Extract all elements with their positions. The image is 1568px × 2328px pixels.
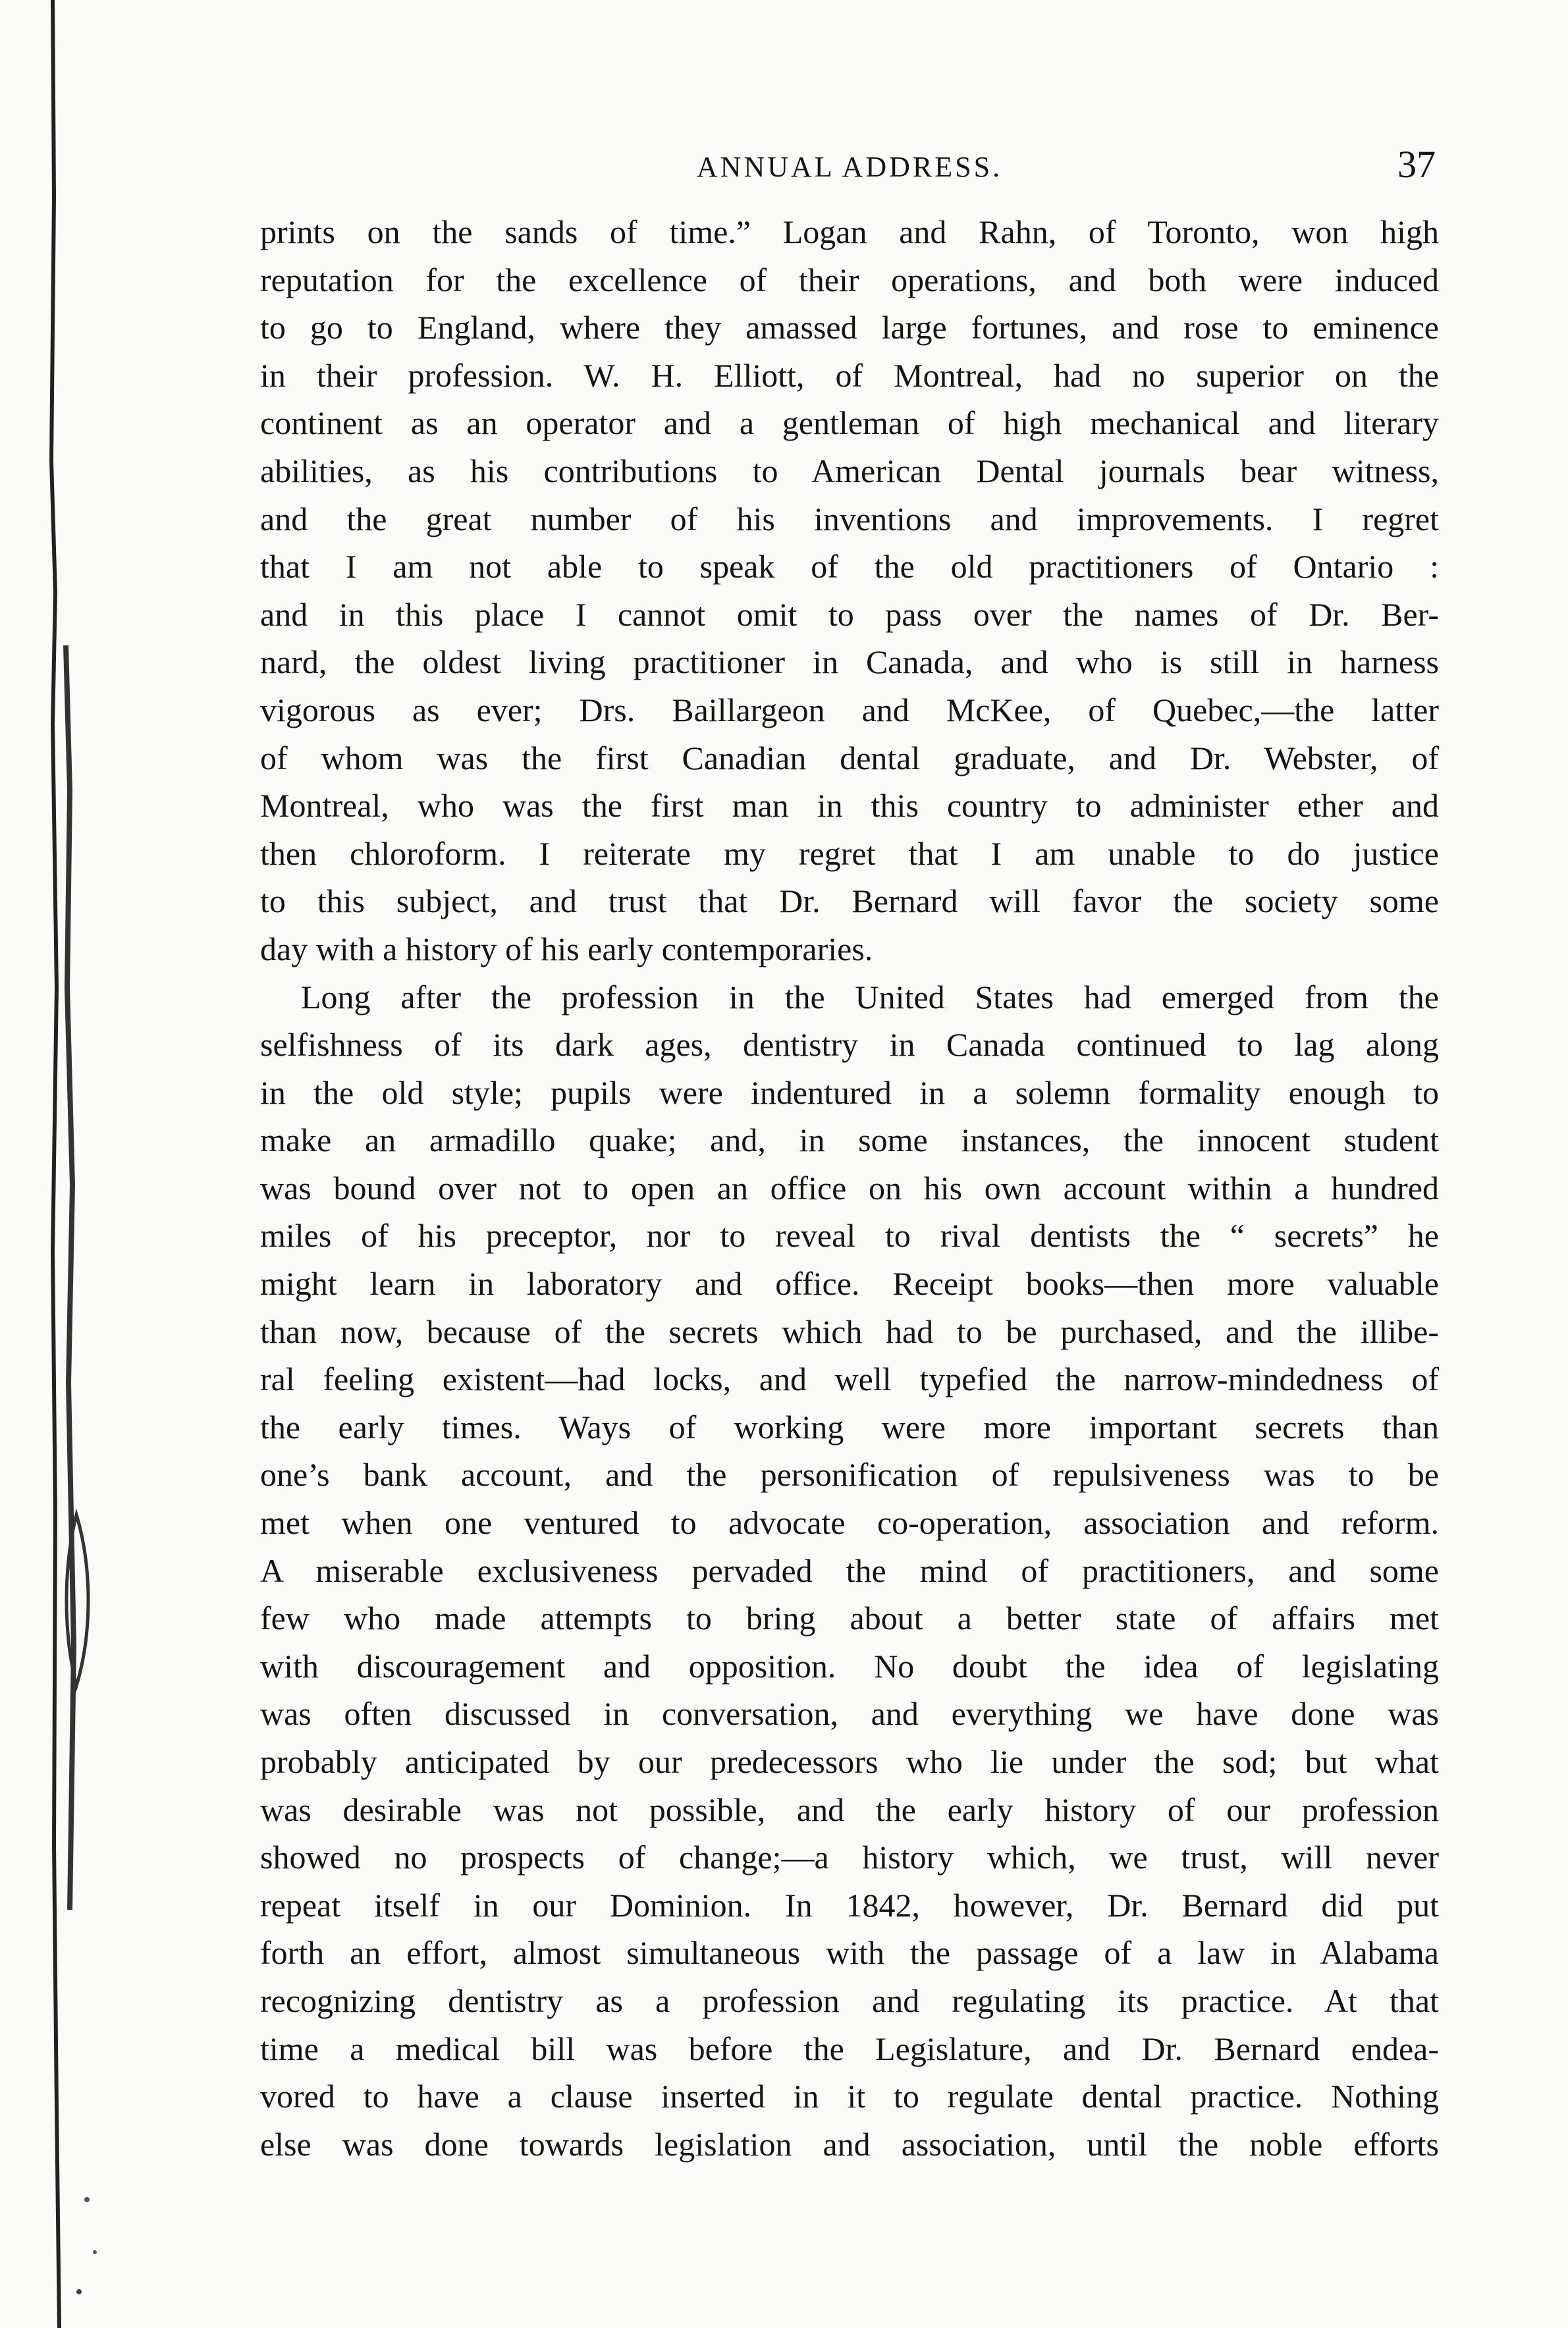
text-line: with discouragement and opposition. No doubt the idea of legislating <box>260 1647 1439 1685</box>
paragraph-start-line: Long after the profession in the United States had emerged from the <box>301 978 1439 1015</box>
text-line: Montreal, who was the first man in this country to administer ether and <box>260 787 1439 825</box>
text-line: prints on the sands of time.” Logan and Rahn, of Toronto, won high <box>260 213 1439 250</box>
text-line: repeat itself in our Dominion. In 1842, however, Dr. Bernard did put <box>260 1886 1439 1924</box>
text-line: to go to England, where they amassed large fortunes, and rose to eminence <box>260 309 1439 346</box>
text-line: selfishness of its dark ages, dentistry in Canada continued to lag along <box>260 1026 1439 1064</box>
text-line: vigorous as ever; Drs. Baillargeon and McKee, of Quebec,—the latter <box>260 691 1439 728</box>
text-line: in the old style; pupils were indentured in a solemn formality enough to <box>260 1073 1439 1111</box>
text-line: forth an effort, almost simultaneous with the passage of a law in Alabama <box>260 1934 1439 1972</box>
text-line: than now, because of the secrets which had to be purchased, and the illibe- <box>260 1313 1439 1350</box>
running-title: ANNUAL ADDRESS. <box>696 151 1003 183</box>
text-line: ral feeling existent—had locks, and well typefied the narrow-mindedness of <box>260 1361 1439 1398</box>
text-line: make an armadillo quake; and, in some instances, the innocent student <box>260 1122 1439 1159</box>
text-line: and the great number of his inventions and improvements. I regret <box>260 500 1439 537</box>
binding-edge-marks <box>26 0 105 2328</box>
text-line: one’s bank account, and the personification of repulsiveness was to be <box>260 1456 1439 1494</box>
body-text <box>260 208 1439 2168</box>
text-line: that I am not able to speak of the old practitioners of Ontario : <box>260 548 1439 585</box>
text-line: of whom was the first Canadian dental graduate, and Dr. Webster, of <box>260 739 1439 776</box>
text-line: to this subject, and trust that Dr. Bernard will favor the society some <box>260 882 1439 920</box>
text-line: vored to have a clause inserted in it to regulate dental practice. Nothing <box>260 2078 1439 2115</box>
text-line: else was done towards legislation and association, until the noble efforts <box>260 2125 1439 2163</box>
text-line: few who made attempts to bring about a better state of affairs met <box>260 1600 1439 1637</box>
text-line: was bound over not to open an office on his own account within a hundred <box>260 1169 1439 1206</box>
text-line: might learn in laboratory and office. Receipt books—then more valuable <box>260 1265 1439 1303</box>
text-line: reputation for the excellence of their operations, and both were induced <box>260 261 1439 298</box>
text-line: recognizing dentistry as a profession and regulating its practice. At that <box>260 1982 1439 2019</box>
text-line: showed no prospects of change;—a history which, we trust, will never <box>260 1839 1439 1876</box>
page-number: 37 <box>1397 143 1436 186</box>
text-line: time a medical bill was before the Legislature, and Dr. Bernard endea- <box>260 2030 1439 2067</box>
text-line: and in this place I cannot omit to pass over the names of Dr. Ber- <box>260 595 1439 633</box>
text-line: was often discussed in conversation, and everything we have done was <box>260 1695 1439 1733</box>
text-line: then chloroform. I reiterate my regret that I am unable to do justice <box>260 834 1439 872</box>
text-line: miles of his preceptor, nor to reveal to rival dentists the “ secrets” he <box>260 1217 1439 1255</box>
text-line: in their profession. W. H. Elliott, of Montreal, had no superior on the <box>260 356 1439 394</box>
text-line: met when one ventured to advocate co-operation, association and reform. <box>260 1504 1439 1542</box>
text-line: abilities, as his contributions to American Dental journals bear witness, <box>260 452 1439 489</box>
text-line: A miserable exclusiveness pervaded the mind of practitioners, and some <box>260 1552 1439 1589</box>
paragraph-end-line: day with a history of his early contemporaries. <box>260 930 873 967</box>
text-line: the early times. Ways of working were more important secrets than <box>260 1408 1439 1446</box>
text-line: probably anticipated by our predecessors who lie under the sod; but what <box>260 1743 1439 1780</box>
page-header <box>263 138 1436 198</box>
text-line: continent as an operator and a gentleman of high mechanical and literary <box>260 404 1439 442</box>
text-line: was desirable was not possible, and the early history of our profession <box>260 1791 1439 1828</box>
text-line: nard, the oldest living practitioner in Canada, and who is still in harness <box>260 643 1439 681</box>
